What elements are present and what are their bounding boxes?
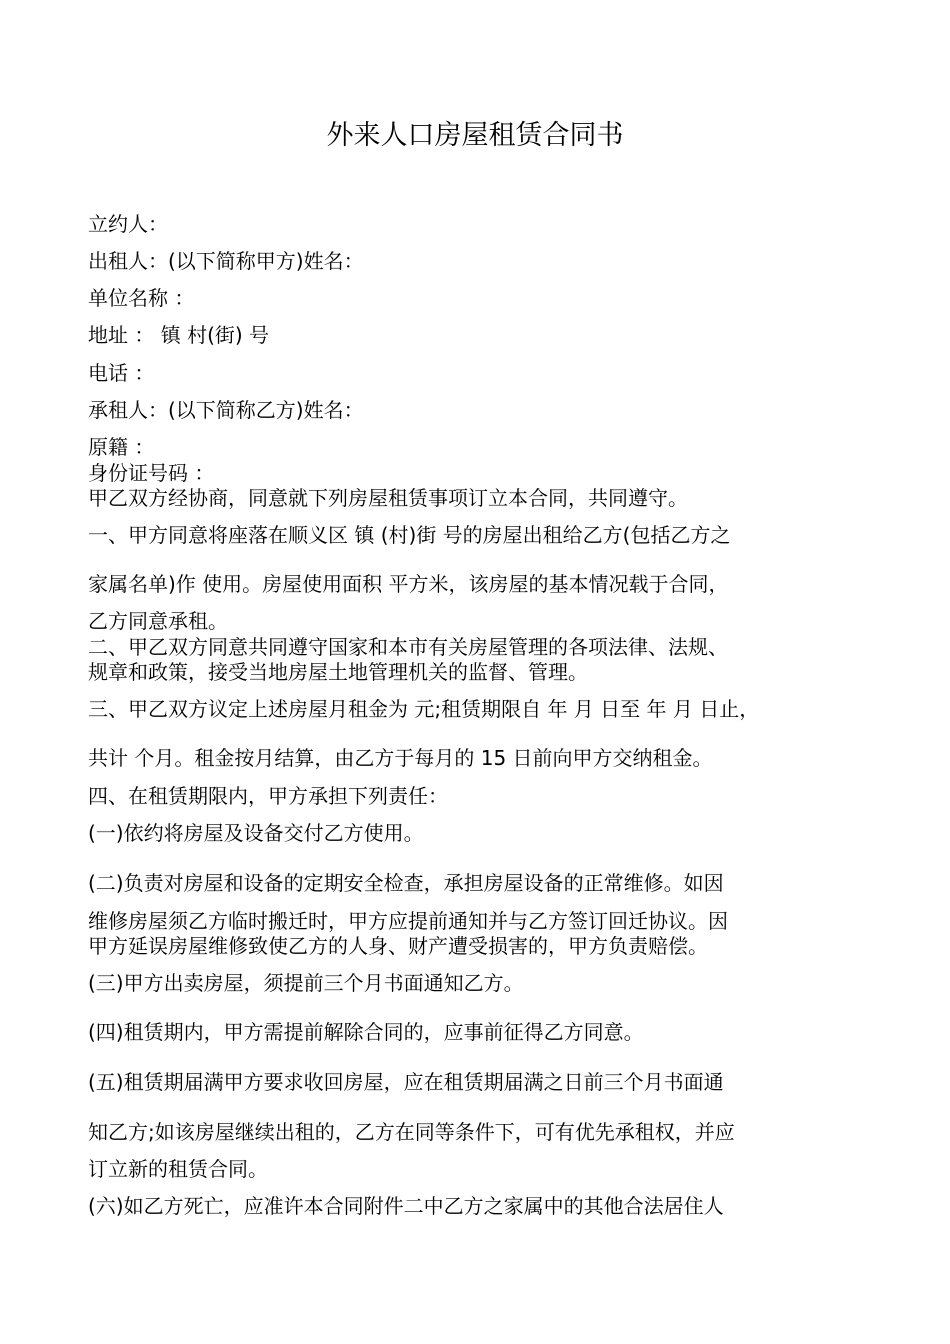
- clause-4-item-5-line: 订立新的租赁合同。: [88, 1157, 268, 1181]
- clause-4-item-5-line: 知乙方;如该房屋继续出租的，乙方在同等条件下，可有优先承租权，并应: [88, 1120, 735, 1144]
- document-title: 外来人口房屋租赁合同书: [326, 120, 624, 151]
- clause-4-item-2-line: 维修房屋须乙方临时搬迁时，甲方应提前通知并与乙方签订回迁协议。因: [88, 909, 728, 933]
- field-lessor-name: 出租人：(以下简称甲方)姓名：: [88, 249, 364, 273]
- clause-4-item-3: (三)甲方出卖房屋，须提前三个月书面通知乙方。: [88, 971, 524, 995]
- field-unit-name: 单位名称 ：: [88, 286, 195, 310]
- field-signatory: 立约人：: [88, 212, 168, 236]
- clause-2-line: 规章和政策，接受当地房屋土地管理机关的监督、管理。: [88, 660, 588, 684]
- clause-4-item-5-line: (五)租赁期届满甲方要求收回房屋，应在租赁期届满之日前三个月书面通: [88, 1070, 724, 1094]
- clause-4-item-2-line: (二)负责对房屋和设备的定期安全检查，承担房屋设备的正常维修。如因: [88, 871, 724, 895]
- clause-1-line: 家属名单)作 使用。房屋使用面积 平方米，该房屋的基本情况载于合同，: [88, 572, 729, 596]
- clause-4-heading: 四、在租赁期限内，甲方承担下列责任：: [88, 784, 448, 808]
- field-origin: 原籍 ：: [88, 435, 155, 459]
- clause-3-line: 共计 个月。租金按月结算，由乙方于每月的 15 日前向甲方交纳租金。: [88, 746, 713, 770]
- intro-paragraph: 甲乙双方经协商，同意就下列房屋租赁事项订立本合同，共同遵守。: [88, 486, 688, 510]
- clause-1-line: 一、甲方同意将座落在顺义区 镇 (村)街 号的房屋出租给乙方(包括乙方之: [88, 523, 731, 547]
- clause-1-line: 乙方同意承租。: [88, 609, 228, 633]
- clause-3-line: 三、甲乙双方议定上述房屋月租金为 元;租赁期限自 年 月 日至 年 月 日止，: [88, 697, 760, 721]
- clause-4-item-6-line: (六)如乙方死亡，应准许本合同附件二中乙方之家属中的其他合法居住人: [88, 1194, 724, 1218]
- field-phone: 电话 ：: [88, 361, 155, 385]
- field-id-number: 身份证号码 ：: [88, 461, 215, 485]
- clause-4-item-1: (一)依约将房屋及设备交付乙方使用。: [88, 821, 424, 845]
- field-lessee-name: 承租人：(以下简称乙方)姓名：: [88, 398, 364, 422]
- field-address: 地址 ： 镇 村(街) 号: [88, 323, 270, 347]
- clause-4-item-2-line: 甲方延误房屋维修致使乙方的人身、财产遭受损害的，甲方负责赔偿。: [88, 934, 708, 958]
- clause-2-line: 二、甲乙双方同意共同遵守国家和本市有关房屋管理的各项法律、法规、: [88, 635, 728, 659]
- clause-4-item-4: (四)租赁期内，甲方需提前解除合同的，应事前征得乙方同意。: [88, 1020, 644, 1044]
